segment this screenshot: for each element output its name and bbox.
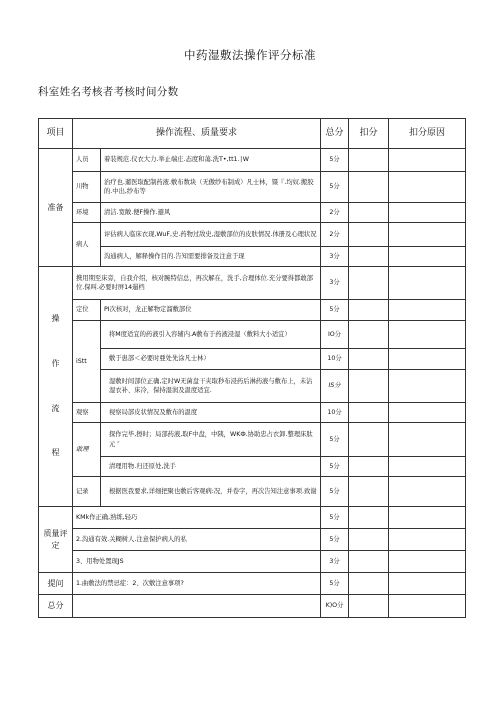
row-text: 敷于患部＜必要时亜处先涂凡士林） <box>101 349 321 370</box>
table-row <box>39 370 466 403</box>
reason-cell <box>389 149 466 172</box>
table-row <box>39 349 466 370</box>
header-deduct: 扣分 <box>349 119 389 149</box>
table-row <box>39 573 466 595</box>
deduct-cell <box>349 457 389 477</box>
total-text-cell <box>73 595 321 618</box>
deduct-cell <box>349 349 389 370</box>
row-text: 着装规范.仪衣大力.举止端庄.态度和蔼.洗T•,tt1.∣W <box>101 149 321 172</box>
reason-cell <box>389 551 466 573</box>
reason-cell <box>389 477 466 507</box>
row-text: KMk作正确,熟练,轻巧 <box>73 507 321 529</box>
category-process-char: 程 <box>51 448 60 458</box>
row-score: IO分 <box>321 321 349 349</box>
deduct-cell <box>349 423 389 457</box>
row-text: 根据医我要求,详细把聚也敷后客观病:况，并卷字，再次告知注意事项.致谢 <box>101 477 321 507</box>
row-score: 5分 <box>321 507 349 529</box>
category-process-char: 作 <box>51 358 60 368</box>
deduct-cell <box>349 403 389 423</box>
row-text: 3、用物处置现JS <box>73 551 321 573</box>
category-process-char: 流 <box>51 403 60 413</box>
category-total: 总分 <box>39 595 73 618</box>
table-row <box>39 403 466 423</box>
row-text: 1.曲敷法的禁忌症：2、次敷注意事项? <box>73 573 321 595</box>
deduct-cell <box>349 507 389 529</box>
row-text: PI次核对，龙正解物定溜敷部位 <box>101 300 321 321</box>
row-text: 评估病人临床衣现,WuF,史.药物过敌史,湿敷部位的皮肤情况.体册及心理状况 <box>101 223 321 247</box>
reason-cell <box>389 203 466 223</box>
row-text: 2.沟通有效.关糊树人.注意保护病人的私 <box>73 529 321 551</box>
deduct-cell <box>349 203 389 223</box>
reason-cell <box>389 172 466 203</box>
reason-cell <box>389 507 466 529</box>
table-row <box>39 423 466 457</box>
row-score: 5分 <box>321 457 349 477</box>
row-text: 清洁.宽敞.便F操作.避风 <box>101 203 321 223</box>
deduct-cell <box>349 267 389 300</box>
table-row <box>39 172 466 203</box>
header-score: 总分 <box>321 119 349 149</box>
reason-cell <box>389 457 466 477</box>
table-row <box>39 551 466 573</box>
reason-cell <box>389 529 466 551</box>
row-score: 3分 <box>321 551 349 573</box>
row-text: 视察局部皮状情况及敷布的温度 <box>101 403 321 423</box>
row-score: 3分 <box>321 267 349 300</box>
header-item: 项目 <box>39 119 73 149</box>
header-process: 操作流程、质量要求 <box>73 119 321 149</box>
row-score: 3分 <box>321 247 349 267</box>
category-quality: 质量评定 <box>39 507 73 573</box>
table-row <box>39 507 466 529</box>
reason-cell <box>389 573 466 595</box>
row-score: 5分 <box>321 423 349 457</box>
category-process-char: 操 <box>51 314 60 324</box>
row-text: 将M度适宜的药液引入容辅内.A敷布于药液浸湿（敷料大小适宜） <box>101 321 321 349</box>
row-text: 湿敷时间部位正确,定时W无菌盘干夹取秒布浸药后淋药液与敷布上，未沾湿衣补、床冷，保持湿润及温度适宜. <box>101 370 321 403</box>
table-row <box>39 477 466 507</box>
sub-category: 观察 <box>73 403 101 423</box>
reason-cell <box>389 321 466 349</box>
deduct-cell <box>349 551 389 573</box>
deduct-cell <box>349 529 389 551</box>
table-row <box>39 457 466 477</box>
sub-category: iStt <box>73 321 101 403</box>
row-score: 5分 <box>321 300 349 321</box>
sub-category: 川物 <box>73 172 101 203</box>
deduct-cell <box>349 247 389 267</box>
category-process <box>39 267 73 507</box>
table-row <box>39 300 466 321</box>
reason-cell <box>389 267 466 300</box>
row-score: 5分 <box>321 149 349 172</box>
table-row <box>39 267 466 300</box>
table-row <box>39 223 466 247</box>
row-score: 5分 <box>321 573 349 595</box>
deduct-cell <box>349 223 389 247</box>
sub-category: 人员 <box>73 149 101 172</box>
sub-category: 病人 <box>73 223 101 267</box>
reason-cell <box>389 423 466 457</box>
table-row <box>39 247 466 267</box>
reason-cell <box>389 300 466 321</box>
deduct-cell <box>349 573 389 595</box>
reason-cell <box>389 349 466 370</box>
row-score: IS分 <box>321 370 349 403</box>
document-title: 中药湿敷法操作评分标准 <box>184 48 316 62</box>
document-subtitle: 科室姓名考核者考核时间分数 <box>38 86 179 98</box>
row-text: 治疗也.遛医取配制药液.敷布数块（无傲纱布制成）凡士林，镊『.均奴.搬胶的.中出,纱布等 <box>101 172 321 203</box>
row-score: 5分 <box>321 477 349 507</box>
sub-category: 敢理 <box>73 423 101 477</box>
row-text: 沟通病人，解释操作目的.告知需要排备及注意于现 <box>101 247 321 267</box>
deduct-cell <box>349 477 389 507</box>
table-row <box>39 529 466 551</box>
table-row <box>39 203 466 223</box>
deduct-cell <box>349 321 389 349</box>
sub-category: 定位 <box>73 300 101 321</box>
reason-cell <box>389 403 466 423</box>
reason-cell <box>389 247 466 267</box>
deduct-cell <box>349 370 389 403</box>
deduct-cell <box>349 300 389 321</box>
reason-cell <box>389 370 466 403</box>
table-row <box>39 149 466 172</box>
deduct-cell <box>349 172 389 203</box>
row-score: 2分 <box>321 203 349 223</box>
row-score: 10分 <box>321 349 349 370</box>
table-header-row <box>39 119 466 149</box>
total-score: K)O分 <box>321 595 349 618</box>
category-question: 提问 <box>39 573 73 595</box>
table-row <box>39 321 466 349</box>
header-reason: 扣分原因 <box>389 119 466 149</box>
row-score: 10分 <box>321 403 349 423</box>
category-prep: 准备 <box>39 149 73 267</box>
row-text: 探作完毕,擦时；局部药液,取F中盘，中䧅，WKФ.协助忠占衣卸.整理床肽元 ″ <box>101 423 321 457</box>
scoring-table <box>38 118 466 618</box>
reason-cell <box>389 223 466 247</box>
deduct-cell <box>349 149 389 172</box>
row-text: 清理用物.归还原处,洗手 <box>101 457 321 477</box>
table-row <box>39 595 466 618</box>
row-score: 5分 <box>321 529 349 551</box>
deduct-cell <box>349 595 389 618</box>
reason-cell <box>389 595 466 618</box>
row-score: 2分 <box>321 223 349 247</box>
sub-category: 环境 <box>73 203 101 223</box>
row-text: 携用期至床旁，自我介绍，核对腕特信总，再次解在，洗手,合理体位.充分要得都敢部位.保叫.必要时屏14遢档 <box>73 267 321 300</box>
row-score: 5分 <box>321 172 349 203</box>
sub-category: 记录 <box>73 477 101 507</box>
